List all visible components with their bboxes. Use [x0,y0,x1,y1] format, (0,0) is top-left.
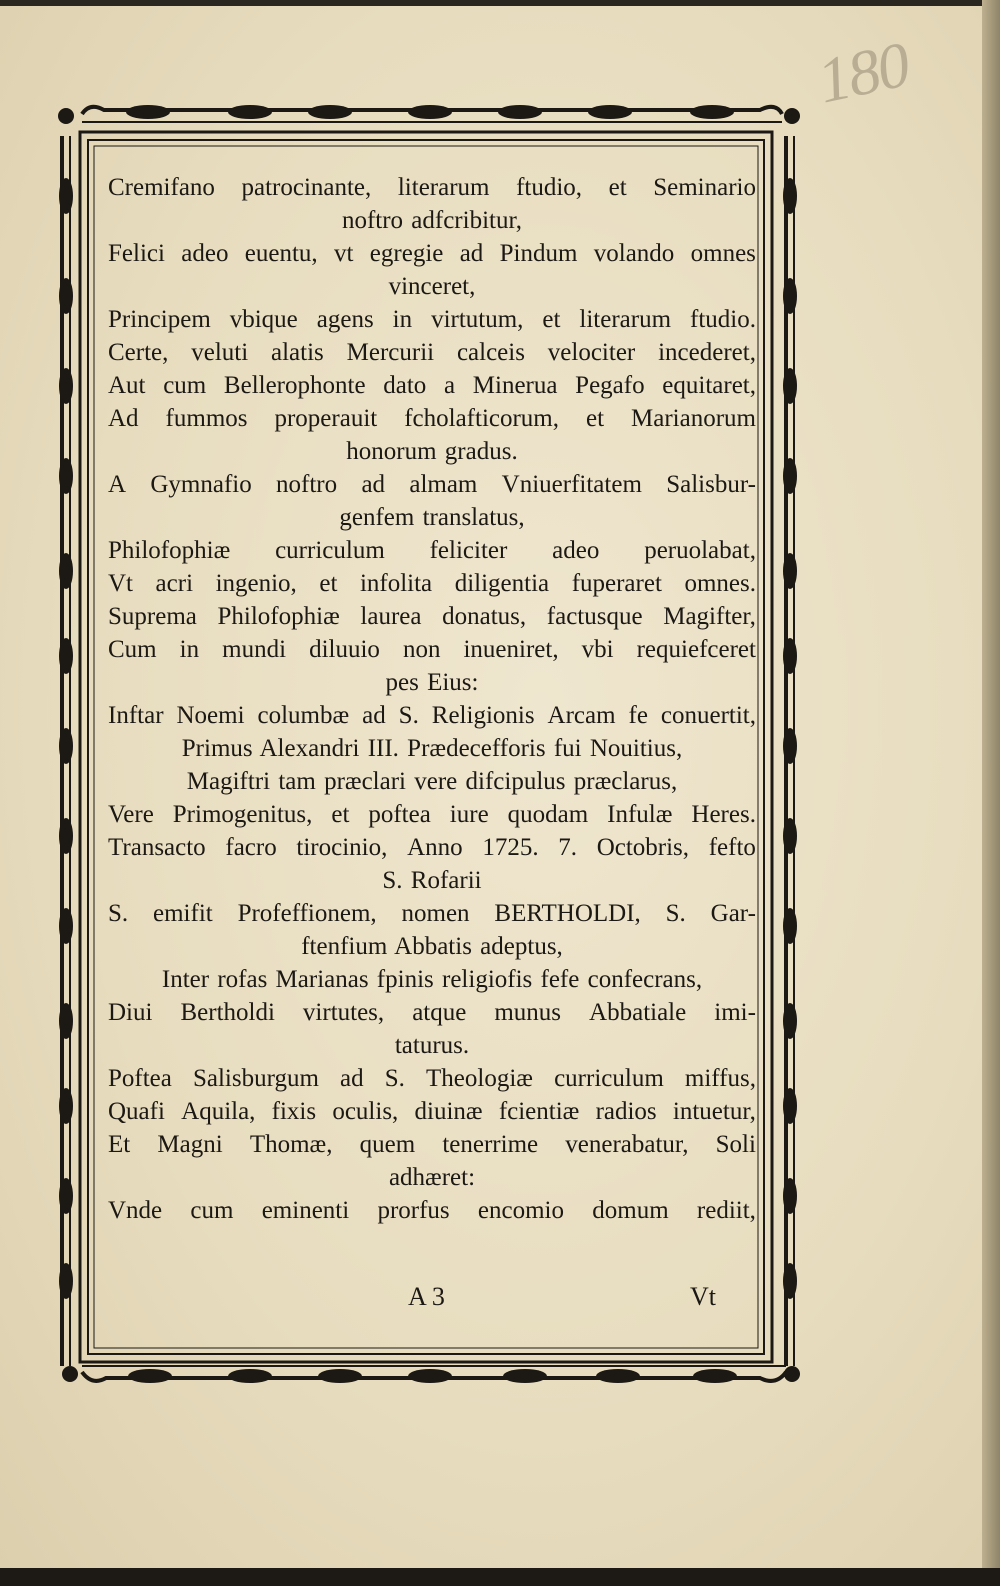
text-line: Certe, veluti alatis Mercurii calceis velociter incederet, [108,339,756,366]
text-line: A Gymnafio noftro ad almam Vniuerfitatem Salisbur- [108,471,756,498]
book-page [0,6,991,1568]
text-line: Diui Bertholdi virtutes, atque munus Abbatiale imi- [108,999,756,1026]
folio-number: 180 [811,28,915,117]
text-line: pes Eius: [385,669,479,696]
body-text [108,171,756,1227]
text-line: Cremifano patrocinante, literarum ftudio, et Seminario [108,174,756,201]
text-line: genfem translatus, [339,504,525,531]
text-line: Vere Primogenitus, et poftea iure quodam Infulæ Heres. [108,801,756,828]
scan-background [0,1568,1000,1586]
text-line: Transacto facro tirocinio, Anno 1725. 7. Octobris, fefto [108,834,756,861]
text-line: Cum in mundi diluuio non inueniret, vbi requiefceret [108,636,756,663]
text-line: Vt acri ingenio, et infolita diligentia fuperaret omnes. [108,570,756,597]
text-line: Inter rofas Marianas fpinis religiofis fefe confecrans, [161,966,703,993]
text-line: ftenfium Abbatis adeptus, [301,933,563,960]
catchword: Vt [690,1282,716,1311]
text-line: Felici adeo euentu, vt egregie ad Pindum volando omnes [108,240,756,267]
text-line: noftro adfcribitur, [341,207,523,234]
text-line: taturus. [394,1032,470,1059]
text-line: adhæret: [388,1164,476,1191]
text-line: Aut cum Bellerophonte dato a Minerua Pegafo equitaret, [108,372,756,399]
text-line: vinceret, [388,273,476,300]
text-line: Vnde cum eminenti prorfus encomio domum rediit, [108,1197,756,1224]
text-line: S. Rofarii [382,867,482,894]
text-line: Et Magni Thomæ, quem tenerrime venerabatur, Soli [108,1131,756,1158]
text-line: Ad fummos properauit fcholafticorum, et Marianorum [108,405,756,432]
text-line: Quafi Aquila, fixis oculis, diuinæ fcientiæ radios intuetur, [108,1098,756,1125]
text-line: Suprema Philofophiæ laurea donatus, factusque Magifter, [108,603,756,630]
text-line: honorum gradus. [346,438,518,465]
text-line: Principem vbique agens in virtutum, et literarum ftudio. [108,306,756,333]
text-line: Philofophiæ curriculum feliciter adeo peruolabat, [108,537,756,564]
text-line: Poftea Salisburgum ad S. Theologiæ curriculum miffus, [108,1065,756,1092]
text-line: Primus Alexandri III. Prædecefforis fui Nouitius, [181,735,683,762]
page-edge [982,0,1000,1586]
text-line: S. emifit Profeffionem, nomen BERTHOLDI, S. Gar- [108,900,756,927]
text-line: Inftar Noemi columbæ ad S. Religionis Arcam fe conuertit, [108,702,756,729]
text-line: Magiftri tam præclari vere difcipulus præclarus, [186,768,678,795]
signature-mark: A 3 [408,1282,445,1311]
